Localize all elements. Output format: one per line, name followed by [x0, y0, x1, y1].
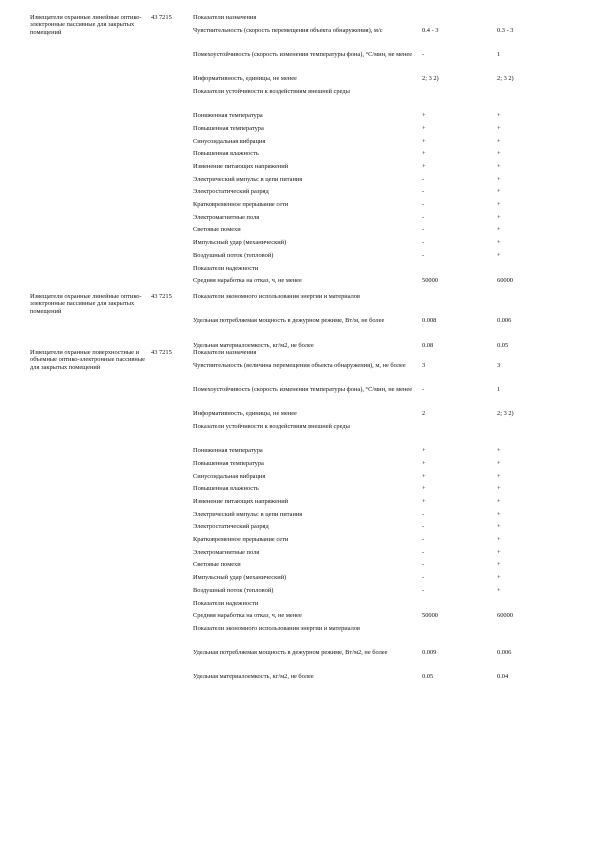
value-cell-1: + [422, 447, 426, 455]
table-row [0, 649, 595, 673]
table-row [0, 673, 595, 686]
value-cell-2: + [497, 447, 501, 455]
table-row [0, 293, 595, 317]
value-cell-2: + [497, 175, 501, 183]
indicator-cell: Показатели экономного использования энергии и материалов [193, 293, 361, 300]
value-cell-2: 0.006 [497, 649, 512, 657]
product-name-cell: Извещатели охранные линейные оптико-электронные пассивные для закрытых помещений [30, 14, 142, 36]
product-code-cell: 43 7215 [151, 293, 172, 300]
indicator-cell: Повышенная влажность [193, 150, 259, 158]
value-cell-1: + [422, 498, 426, 506]
value-cell-1: - [422, 385, 425, 393]
indicator-cell: Воздушный поток (тепловой) [193, 251, 274, 259]
table-row [0, 460, 595, 473]
table-row [0, 75, 595, 88]
value-cell-2: + [497, 472, 501, 480]
table-row [0, 88, 595, 112]
indicator-cell: Помехоустойчивость (скорость изменения температуры фона), °С/мин, не менее [193, 50, 413, 58]
value-cell-1: + [422, 112, 426, 120]
value-cell-1: - [422, 586, 425, 594]
table-row [0, 317, 595, 341]
indicator-cell: Кратковременное прерывание сети [193, 201, 289, 209]
table-row [0, 176, 595, 189]
indicator-cell: Показатели надежности [193, 264, 259, 272]
value-cell-2: 1 [497, 385, 501, 393]
indicator-cell: Пониженная температура [193, 447, 263, 455]
value-cell-1: - [422, 239, 425, 247]
table-row [0, 239, 595, 252]
indicator-cell: Чувствительность (скорость перемещения объекта обнаружения), м/с [193, 26, 383, 34]
table-row [0, 188, 595, 201]
value-cell-2: + [497, 137, 501, 145]
table-row [0, 214, 595, 227]
table-row [0, 27, 595, 51]
indicator-cell: Повышенная температура [193, 124, 264, 132]
indicator-cell: Удельная потребляемая мощность в дежурном режиме, Вт/м, не более [193, 317, 385, 325]
indicator-cell: Импульсный удар (механический) [193, 239, 287, 247]
indicator-cell: Синусоидальная вибрация [193, 472, 266, 480]
indicator-cell: Световые помехи [193, 561, 241, 569]
value-cell-1: + [422, 485, 426, 493]
value-cell-2: + [497, 561, 501, 569]
product-name-cell: Извещатели охранные поверхностные и объемные оптико-электронные пассивные для закрытых помещений [30, 349, 145, 371]
product-code-cell: 43 7215 [151, 349, 172, 356]
table-row [0, 574, 595, 587]
indicator-cell: Показатели назначения [193, 14, 257, 21]
value-cell-1: 0.008 [422, 317, 437, 325]
table-row [0, 226, 595, 239]
value-cell-2: 0.3 - 3 [497, 26, 514, 34]
indicator-cell: Показатели устойчивости к воздействиям внешней среды [193, 422, 350, 430]
value-cell-2: 1 [497, 50, 501, 58]
value-cell-2: + [497, 150, 501, 158]
table-row [0, 125, 595, 138]
table-row [0, 362, 595, 386]
value-cell-2: + [497, 574, 501, 582]
indicator-cell: Повышенная влажность [193, 485, 259, 493]
indicator-cell: Синусоидальная вибрация [193, 137, 266, 145]
value-cell-2: + [497, 112, 501, 120]
indicator-cell: Воздушный поток (тепловой) [193, 586, 274, 594]
value-cell-2: + [497, 163, 501, 171]
indicator-cell: Информативность, единицы, не менее [193, 410, 297, 418]
table-row [0, 138, 595, 151]
indicator-cell: Показатели назначения [193, 349, 257, 356]
indicator-cell: Удельная материалоемкость, кг/м2, не более [193, 341, 314, 349]
value-cell-2: + [497, 548, 501, 556]
indicator-cell: Изменение питающих напряжений [193, 163, 289, 171]
indicator-cell: Электромагнитные поля [193, 548, 260, 556]
indicator-cell: Электромагнитные поля [193, 213, 260, 221]
indicator-cell: Пониженная температура [193, 112, 263, 120]
value-cell-2: 2; 3 2) [497, 75, 514, 83]
value-cell-1: + [422, 472, 426, 480]
table-row [0, 265, 595, 278]
value-cell-1: - [422, 536, 425, 544]
value-cell-1: - [422, 175, 425, 183]
indicator-cell: Показатели экономного использования энергии и материалов [193, 624, 361, 632]
indicator-cell: Помехоустойчивость (скорость изменения температуры фона), °С/мин, не менее [193, 385, 413, 393]
indicator-cell: Повышенная температура [193, 459, 264, 467]
value-cell-2: + [497, 226, 501, 234]
value-cell-1: + [422, 124, 426, 132]
product-code-cell: 43 7215 [151, 14, 172, 21]
value-cell-2: + [497, 124, 501, 132]
value-cell-2: 2; 3 2) [497, 410, 514, 418]
indicator-cell: Изменение питающих напряжений [193, 498, 289, 506]
table-row [0, 549, 595, 562]
value-cell-2: + [497, 251, 501, 259]
table-row [0, 511, 595, 524]
value-cell-1: - [422, 548, 425, 556]
table-block [0, 349, 595, 686]
indicator-cell: Удельная потребляемая мощность в дежурном режиме, Вт/м2, не более [193, 649, 388, 657]
table-row [0, 523, 595, 536]
value-cell-2: 60000 [497, 277, 513, 285]
value-cell-2: + [497, 498, 501, 506]
table-row [0, 252, 595, 265]
indicator-cell: Электростатический разряд [193, 188, 269, 196]
indicator-cell: Чувствительность (величина перемещения объекта обнаружения), м, не более [193, 361, 406, 369]
indicator-cell: Удельная материалоемкость, кг/м2, не более [193, 673, 314, 681]
value-cell-1: 0.05 [422, 673, 434, 681]
value-cell-1: - [422, 188, 425, 196]
value-cell-1: 0.009 [422, 649, 437, 657]
table-row [0, 150, 595, 163]
table-row [0, 473, 595, 486]
value-cell-2: + [497, 188, 501, 196]
value-cell-2: + [497, 586, 501, 594]
table-row [0, 163, 595, 176]
indicator-cell: Показатели устойчивости к воздействиям внешней среды [193, 87, 350, 95]
value-cell-1: - [422, 201, 425, 209]
table-block [0, 14, 595, 290]
table-row [0, 625, 595, 649]
value-cell-2: + [497, 510, 501, 518]
indicator-cell: Электрический импульс в цепи питания [193, 175, 303, 183]
indicator-cell: Электростатический разряд [193, 523, 269, 531]
value-cell-2: 60000 [497, 612, 513, 620]
table-row [0, 561, 595, 574]
value-cell-1: + [422, 150, 426, 158]
value-cell-1: 2; 3 2) [422, 75, 439, 83]
table-row [0, 423, 595, 447]
table-row [0, 587, 595, 600]
table-row [0, 612, 595, 625]
value-cell-1: - [422, 251, 425, 259]
value-cell-1: - [422, 561, 425, 569]
indicator-cell: Электрический импульс в цепи питания [193, 510, 303, 518]
indicator-cell: Кратковременное прерывание сети [193, 536, 289, 544]
indicator-cell: Импульсный удар (механический) [193, 574, 287, 582]
table-row [0, 51, 595, 75]
value-cell-2: + [497, 239, 501, 247]
value-cell-2: 0.04 [497, 673, 509, 681]
value-cell-1: 0.4 - 3 [422, 26, 439, 34]
indicator-cell: Показатели надежности [193, 599, 259, 607]
value-cell-1: - [422, 523, 425, 531]
value-cell-1: + [422, 137, 426, 145]
indicator-cell: Информативность, единицы, не менее [193, 75, 297, 83]
table-row [0, 386, 595, 410]
value-cell-1: - [422, 213, 425, 221]
table-row [0, 536, 595, 549]
value-cell-1: - [422, 510, 425, 518]
table-row [0, 277, 595, 290]
indicator-cell: Средняя наработка на отказ, ч, не менее [193, 277, 302, 285]
table-row [0, 112, 595, 125]
value-cell-1: + [422, 459, 426, 467]
value-cell-2: 0.006 [497, 317, 512, 325]
value-cell-1: - [422, 226, 425, 234]
value-cell-2: + [497, 459, 501, 467]
product-name-cell: Извещатели охранные линейные оптико-электронные пассивные для закрытых помещений [30, 293, 142, 315]
table-row [0, 498, 595, 511]
value-cell-2: 3 [497, 361, 501, 369]
value-cell-1: 50000 [422, 612, 438, 620]
table-row [0, 600, 595, 613]
table-row [0, 201, 595, 214]
value-cell-2: + [497, 536, 501, 544]
value-cell-1: 50000 [422, 277, 438, 285]
indicator-cell: Световые помехи [193, 226, 241, 234]
value-cell-1: 3 [422, 361, 426, 369]
value-cell-1: 2 [422, 410, 426, 418]
table-row [0, 410, 595, 423]
table-block [0, 293, 595, 354]
indicator-cell: Средняя наработка на отказ, ч, не менее [193, 612, 302, 620]
value-cell-2: + [497, 201, 501, 209]
value-cell-1: - [422, 574, 425, 582]
value-cell-2: + [497, 213, 501, 221]
value-cell-2: + [497, 485, 501, 493]
value-cell-2: + [497, 523, 501, 531]
value-cell-1: 0.08 [422, 341, 434, 349]
value-cell-1: - [422, 50, 425, 58]
value-cell-2: 0.05 [497, 341, 509, 349]
table-row [0, 485, 595, 498]
table-row [0, 447, 595, 460]
value-cell-1: + [422, 163, 426, 171]
